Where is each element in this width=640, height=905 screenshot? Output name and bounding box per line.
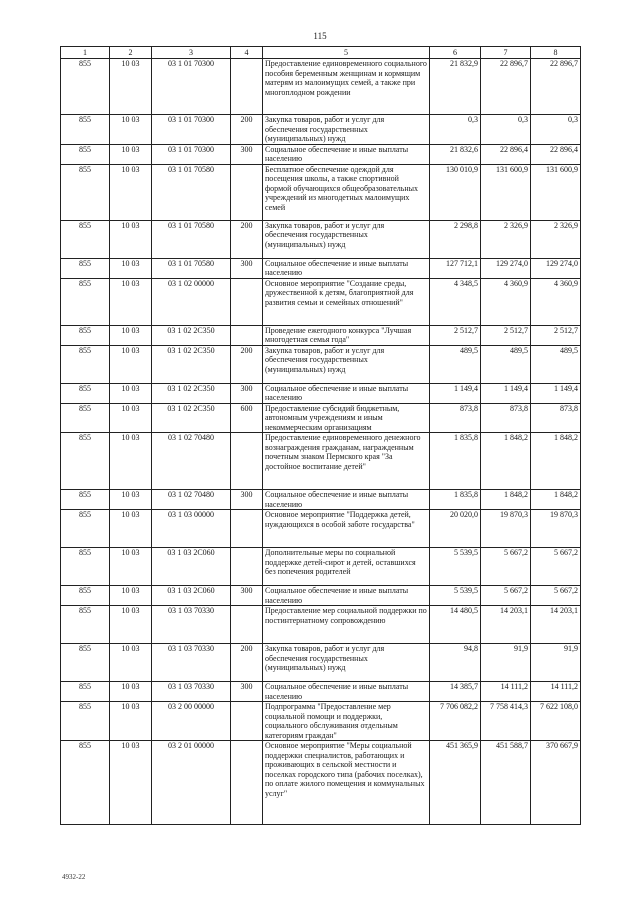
cell-v2: 4 360,9 [481, 278, 531, 325]
cell-a: 855 [61, 115, 110, 145]
cell-v2: 1 149,4 [481, 383, 531, 403]
cell-c: 03 2 00 00000 [152, 702, 231, 741]
cell-a: 855 [61, 606, 110, 644]
cell-v1: 4 348,5 [430, 278, 481, 325]
cell-a: 855 [61, 59, 110, 115]
cell-v3: 129 274,0 [531, 258, 581, 278]
budget-table [60, 46, 581, 825]
cell-text: Закупка товаров, работ и услуг для обеспечения государственных (муниципальных) нужд [263, 345, 430, 383]
table-row [61, 682, 581, 702]
cell-v1: 130 010,9 [430, 164, 481, 220]
cell-c: 03 1 01 70580 [152, 164, 231, 220]
cell-b: 10 03 [110, 383, 152, 403]
cell-d [231, 741, 263, 825]
cell-v1: 873,8 [430, 403, 481, 433]
cell-d [231, 278, 263, 325]
table-row [61, 115, 581, 145]
cell-b: 10 03 [110, 325, 152, 345]
table-row [61, 258, 581, 278]
cell-b: 10 03 [110, 741, 152, 825]
cell-v2: 873,8 [481, 403, 531, 433]
cell-v2: 19 870,3 [481, 510, 531, 548]
cell-a: 855 [61, 682, 110, 702]
cell-v1: 5 539,5 [430, 548, 481, 586]
cell-v1: 21 832,6 [430, 144, 481, 164]
cell-v3: 873,8 [531, 403, 581, 433]
cell-a: 855 [61, 164, 110, 220]
cell-v2: 129 274,0 [481, 258, 531, 278]
cell-a: 855 [61, 345, 110, 383]
cell-c: 03 1 01 70580 [152, 258, 231, 278]
cell-c: 03 1 03 00000 [152, 510, 231, 548]
cell-v1: 14 480,5 [430, 606, 481, 644]
column-header: 7 [481, 47, 531, 59]
cell-text: Дополнительные меры по социальной поддержке детей-сирот и детей, оставшихся без попечения родителей [263, 548, 430, 586]
table-row [61, 490, 581, 510]
cell-b: 10 03 [110, 548, 152, 586]
cell-a: 855 [61, 702, 110, 741]
cell-v2: 22 896,4 [481, 144, 531, 164]
cell-c: 03 1 03 70330 [152, 606, 231, 644]
cell-b: 10 03 [110, 345, 152, 383]
cell-text: Предоставление единовременного социального пособия беременным женщинам и кормящим матерям из малоимущих семей, а также при многоплодном рождении [263, 59, 430, 115]
cell-c: 03 1 01 70300 [152, 59, 231, 115]
cell-v2: 7 758 414,3 [481, 702, 531, 741]
table-row [61, 403, 581, 433]
cell-a: 855 [61, 510, 110, 548]
cell-c: 03 1 03 70330 [152, 644, 231, 682]
cell-d [231, 433, 263, 490]
table-row [61, 548, 581, 586]
cell-a: 855 [61, 644, 110, 682]
cell-text: Социальное обеспечение и иные выплаты населению [263, 490, 430, 510]
cell-b: 10 03 [110, 702, 152, 741]
cell-b: 10 03 [110, 682, 152, 702]
cell-v2: 14 111,2 [481, 682, 531, 702]
cell-b: 10 03 [110, 258, 152, 278]
column-header: 8 [531, 47, 581, 59]
cell-a: 855 [61, 741, 110, 825]
cell-v3: 5 667,2 [531, 586, 581, 606]
cell-v3: 4 360,9 [531, 278, 581, 325]
cell-b: 10 03 [110, 278, 152, 325]
cell-v3: 1 149,4 [531, 383, 581, 403]
cell-v3: 1 848,2 [531, 490, 581, 510]
cell-c: 03 1 01 70580 [152, 220, 231, 258]
cell-a: 855 [61, 278, 110, 325]
table-row [61, 586, 581, 606]
column-header: 2 [110, 47, 152, 59]
cell-v3: 5 667,2 [531, 548, 581, 586]
page-number: 115 [313, 31, 327, 41]
cell-v2: 5 667,2 [481, 586, 531, 606]
cell-v3: 2 512,7 [531, 325, 581, 345]
cell-b: 10 03 [110, 606, 152, 644]
cell-v2: 1 848,2 [481, 490, 531, 510]
cell-v2: 131 600,9 [481, 164, 531, 220]
cell-text: Основное мероприятие "Поддержка детей, нуждающихся в особой заботе государства" [263, 510, 430, 548]
cell-d: 200 [231, 345, 263, 383]
cell-a: 855 [61, 258, 110, 278]
table-row [61, 644, 581, 682]
cell-v2: 451 588,7 [481, 741, 531, 825]
column-header: 5 [263, 47, 430, 59]
cell-a: 855 [61, 403, 110, 433]
cell-v3: 22 896,4 [531, 144, 581, 164]
cell-text: Социальное обеспечение и иные выплаты населению [263, 682, 430, 702]
footer-code: 4932-22 [62, 873, 86, 881]
cell-text: Социальное обеспечение и иные выплаты населению [263, 383, 430, 403]
cell-v3: 14 203,1 [531, 606, 581, 644]
cell-a: 855 [61, 144, 110, 164]
cell-v1: 94,8 [430, 644, 481, 682]
table-row [61, 606, 581, 644]
cell-v1: 21 832,9 [430, 59, 481, 115]
cell-d: 200 [231, 115, 263, 145]
cell-v3: 19 870,3 [531, 510, 581, 548]
cell-d: 300 [231, 383, 263, 403]
cell-b: 10 03 [110, 586, 152, 606]
table-row [61, 164, 581, 220]
cell-v1: 2 298,8 [430, 220, 481, 258]
cell-v1: 14 385,7 [430, 682, 481, 702]
table-row [61, 741, 581, 825]
cell-c: 03 1 02 2С350 [152, 345, 231, 383]
cell-text: Предоставление единовременного денежного вознаграждения гражданам, награжденным почетным знаком Пермского края "За достойное воспитание детей" [263, 433, 430, 490]
cell-c: 03 1 02 70480 [152, 490, 231, 510]
cell-b: 10 03 [110, 115, 152, 145]
cell-v3: 2 326,9 [531, 220, 581, 258]
table-row [61, 433, 581, 490]
cell-v2: 91,9 [481, 644, 531, 682]
cell-v3: 1 848,2 [531, 433, 581, 490]
cell-text: Социальное обеспечение и иные выплаты населению [263, 586, 430, 606]
cell-d: 300 [231, 586, 263, 606]
cell-c: 03 1 02 2С350 [152, 383, 231, 403]
cell-v2: 2 326,9 [481, 220, 531, 258]
cell-text: Социальное обеспечение и иные выплаты населению [263, 258, 430, 278]
table-row [61, 325, 581, 345]
cell-a: 855 [61, 433, 110, 490]
cell-v2: 5 667,2 [481, 548, 531, 586]
table-row [61, 345, 581, 383]
cell-b: 10 03 [110, 510, 152, 548]
cell-d [231, 702, 263, 741]
cell-c: 03 1 02 70480 [152, 433, 231, 490]
cell-text: Основное мероприятие "Меры социальной поддержки специалистов, работающих и проживающих в сельской местности и поселках городского типа (рабочих поселках), по оплате жилого помещения и коммунальных услуг" [263, 741, 430, 825]
cell-d [231, 325, 263, 345]
cell-text: Основное мероприятие "Создание среды, дружественной к детям, благоприятной для развития семьи и семейных отношений" [263, 278, 430, 325]
cell-v2: 0,3 [481, 115, 531, 145]
table-row [61, 144, 581, 164]
cell-v2: 1 848,2 [481, 433, 531, 490]
cell-text: Социальное обеспечение и иные выплаты населению [263, 144, 430, 164]
cell-v1: 1 149,4 [430, 383, 481, 403]
cell-b: 10 03 [110, 164, 152, 220]
cell-b: 10 03 [110, 59, 152, 115]
column-number-row [61, 47, 581, 59]
cell-text: Подпрограмма "Предоставление мер социальной помощи и поддержки, социального обслуживания отдельным категориям граждан" [263, 702, 430, 741]
cell-d: 300 [231, 490, 263, 510]
cell-text: Проведение ежегодного конкурса "Лучшая многодетная семья года" [263, 325, 430, 345]
cell-v3: 0,3 [531, 115, 581, 145]
cell-text: Закупка товаров, работ и услуг для обеспечения государственных (муниципальных) нужд [263, 220, 430, 258]
cell-a: 855 [61, 586, 110, 606]
cell-a: 855 [61, 325, 110, 345]
cell-d: 200 [231, 644, 263, 682]
cell-v1: 0,3 [430, 115, 481, 145]
cell-v1: 489,5 [430, 345, 481, 383]
cell-v1: 2 512,7 [430, 325, 481, 345]
table-row [61, 510, 581, 548]
cell-v3: 14 111,2 [531, 682, 581, 702]
cell-c: 03 1 01 70300 [152, 115, 231, 145]
table-row [61, 278, 581, 325]
column-header: 4 [231, 47, 263, 59]
cell-v3: 489,5 [531, 345, 581, 383]
cell-text: Предоставление субсидий бюджетным, автономным учреждениям и иным некоммерческим организациям [263, 403, 430, 433]
cell-b: 10 03 [110, 144, 152, 164]
cell-c: 03 1 03 2С060 [152, 586, 231, 606]
cell-b: 10 03 [110, 490, 152, 510]
cell-a: 855 [61, 548, 110, 586]
table-row [61, 59, 581, 115]
cell-b: 10 03 [110, 220, 152, 258]
cell-text: Предоставление мер социальной поддержки по постинтернатному сопровождению [263, 606, 430, 644]
table-row [61, 220, 581, 258]
cell-v1: 451 365,9 [430, 741, 481, 825]
cell-v3: 91,9 [531, 644, 581, 682]
cell-d [231, 164, 263, 220]
cell-c: 03 1 03 70330 [152, 682, 231, 702]
cell-v1: 1 835,8 [430, 490, 481, 510]
cell-d [231, 59, 263, 115]
cell-c: 03 1 02 2С350 [152, 403, 231, 433]
cell-c: 03 1 01 70300 [152, 144, 231, 164]
cell-d: 300 [231, 682, 263, 702]
cell-c: 03 1 02 00000 [152, 278, 231, 325]
cell-v1: 20 020,0 [430, 510, 481, 548]
cell-b: 10 03 [110, 433, 152, 490]
cell-d: 200 [231, 220, 263, 258]
table-row [61, 702, 581, 741]
cell-d [231, 606, 263, 644]
cell-v3: 370 667,9 [531, 741, 581, 825]
cell-v1: 7 706 082,2 [430, 702, 481, 741]
cell-v3: 7 622 108,0 [531, 702, 581, 741]
cell-a: 855 [61, 383, 110, 403]
table-row [61, 383, 581, 403]
cell-v3: 131 600,9 [531, 164, 581, 220]
cell-text: Закупка товаров, работ и услуг для обеспечения государственных (муниципальных) нужд [263, 644, 430, 682]
cell-c: 03 2 01 00000 [152, 741, 231, 825]
cell-v1: 1 835,8 [430, 433, 481, 490]
cell-v1: 5 539,5 [430, 586, 481, 606]
column-header: 1 [61, 47, 110, 59]
cell-c: 03 1 03 2С060 [152, 548, 231, 586]
cell-v2: 489,5 [481, 345, 531, 383]
cell-d: 600 [231, 403, 263, 433]
cell-b: 10 03 [110, 644, 152, 682]
column-header: 6 [430, 47, 481, 59]
cell-d: 300 [231, 258, 263, 278]
cell-text: Закупка товаров, работ и услуг для обеспечения государственных (муниципальных) нужд [263, 115, 430, 145]
cell-v2: 2 512,7 [481, 325, 531, 345]
cell-d: 300 [231, 144, 263, 164]
cell-a: 855 [61, 490, 110, 510]
cell-text: Бесплатное обеспечение одеждой для посещения школы, а также спортивной формой обучающихся общеобразовательных учреждений из многодетных малоимущих семей [263, 164, 430, 220]
cell-b: 10 03 [110, 403, 152, 433]
cell-v2: 22 896,7 [481, 59, 531, 115]
cell-d [231, 548, 263, 586]
cell-v3: 22 896,7 [531, 59, 581, 115]
cell-v1: 127 712,1 [430, 258, 481, 278]
cell-a: 855 [61, 220, 110, 258]
column-header: 3 [152, 47, 231, 59]
cell-c: 03 1 02 2С350 [152, 325, 231, 345]
cell-v2: 14 203,1 [481, 606, 531, 644]
cell-d [231, 510, 263, 548]
